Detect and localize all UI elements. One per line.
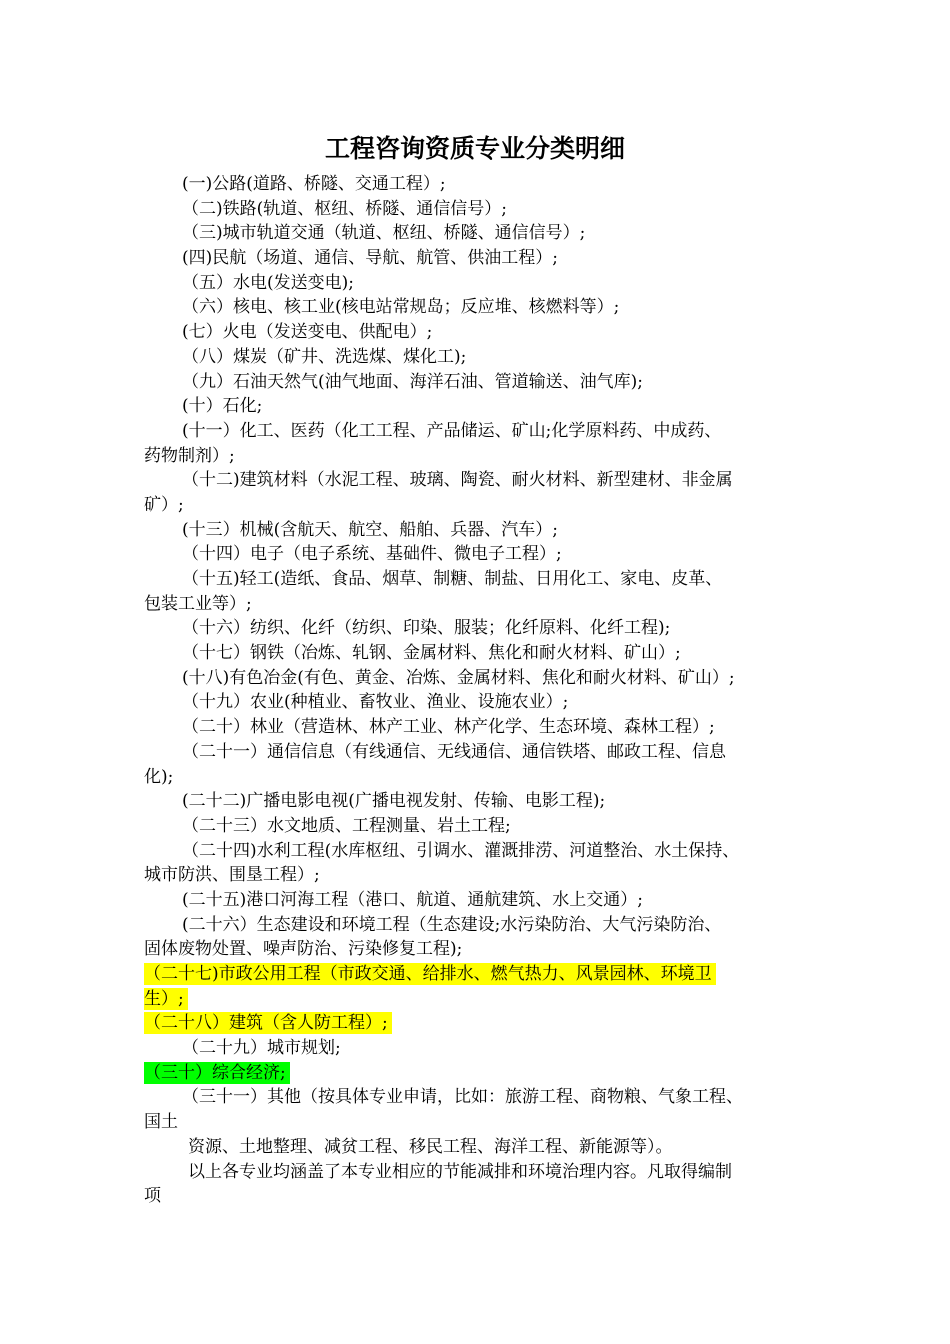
text-line: （十七）钢铁（冶炼、轧钢、金属材料、焦化和耐火材料、矿山）; — [182, 643, 681, 664]
text-line: 药物制剂）; — [144, 445, 235, 466]
text-line: 城市防洪、围垦工程）; — [144, 865, 320, 886]
text-line: （十二)建筑材料（水泥工程、玻璃、陶瓷、耐火材料、新型建材、非金属 — [182, 470, 733, 491]
text-line: 化); — [144, 766, 174, 787]
text-line: （十四）电子（电子系统、基础件、微电子工程）; — [182, 544, 562, 565]
text-line: （二)铁路(轨道、枢纽、桥隧、通信信号）; — [182, 198, 507, 219]
text-line: (十八)有色冶金(有色、黄金、冶炼、金属材料、焦化和耐火材料、矿山）; — [182, 667, 735, 688]
text-line: 资源、土地整理、减贫工程、移民工程、海洋工程、新能源等）。 — [188, 1136, 673, 1157]
page-title: 工程咨询资质专业分类明细 — [324, 134, 625, 163]
text-line: （九）石油天然气(油气地面、海洋石油、管道输送、油气库); — [182, 371, 643, 392]
text-line: （八）煤炭（矿井、洗选煤、煤化工); — [182, 346, 467, 367]
text-line: (十）石化; — [182, 396, 263, 417]
text-line: （十五)轻工(造纸、食品、烟草、制糖、制盐、日用化工、家电、皮革、 — [182, 569, 723, 589]
text-line: （二十）林业（营造林、林产工业、林产化学、生态环境、森林工程）; — [182, 717, 715, 738]
text-line: （二十三）水文地质、工程测量、岩土工程; — [182, 815, 511, 836]
text-line: 包装工业等）; — [144, 593, 252, 614]
text-line: （十六）纺织、化纤（纺织、印染、服装；化纤原料、化纤工程); — [182, 618, 671, 639]
highlighted-text-line: （二十八）建筑（含人防工程）; — [144, 1012, 392, 1034]
text-line: （十九）农业(种植业、畜牧业、渔业、设施农业）; — [182, 692, 569, 713]
text-line: 以上各专业均涵盖了本专业相应的节能减排和环境治理内容。凡取得编制 — [188, 1161, 732, 1182]
text-line: (七）火电（发送变电、供配电）; — [182, 322, 433, 343]
text-line: （三十一）其他（按具体专业申请，比如：旅游工程、商物粮、气象工程、 — [182, 1087, 743, 1108]
text-line: (十一）化工、医药（化工工程、产品储运、矿山;化学原料药、中成药、 — [182, 420, 722, 441]
text-line: 固体废物处置、噪声防治、污染修复工程); — [144, 939, 463, 960]
text-line: （三)城市轨道交通（轨道、枢纽、桥隧、通信信号）; — [182, 223, 586, 244]
text-line: (二十五)港口河海工程（港口、航道、通航建筑、水上交通）; — [182, 889, 643, 910]
text-line: （二十一）通信信息（有线通信、无线通信、通信铁塔、邮政工程、信息 — [182, 741, 726, 762]
text-line: （二十四)水利工程(水库枢纽、引调水、灌溉排涝、河道整治、水土保持、 — [182, 840, 740, 861]
text-line: (二十六）生态建设和环境工程（生态建设;水污染防治、大气污染防治、 — [182, 914, 722, 935]
text-line: (十三）机械(含航天、航空、船舶、兵器、汽车）; — [182, 519, 558, 540]
text-line: （二十九）城市规划; — [182, 1038, 341, 1059]
text-line: （六）核电、核工业(核电站常规岛；反应堆、核燃料等）; — [182, 297, 620, 318]
highlighted-text-line: 生）; — [144, 988, 188, 1010]
text-line: 项 — [144, 1186, 161, 1207]
text-line: 矿）; — [144, 494, 184, 515]
text-line: 国土 — [144, 1112, 178, 1133]
document-body — [144, 172, 824, 1209]
text-line: (二十二)广播电影电视(广播电视发射、传输、电影工程); — [182, 791, 606, 812]
highlighted-text-line: （二十七)市政公用工程（市政交通、给排水、燃气热力、风景园林、环境卫 — [144, 963, 716, 985]
text-line: (四)民航（场道、通信、导航、航管、供油工程）; — [182, 248, 558, 269]
text-line: (一)公路(道路、桥隧、交通工程）; — [182, 174, 446, 194]
highlighted-text-line: （三十）综合经济; — [144, 1062, 290, 1084]
text-line: （五）水电(发送变电); — [182, 272, 354, 293]
